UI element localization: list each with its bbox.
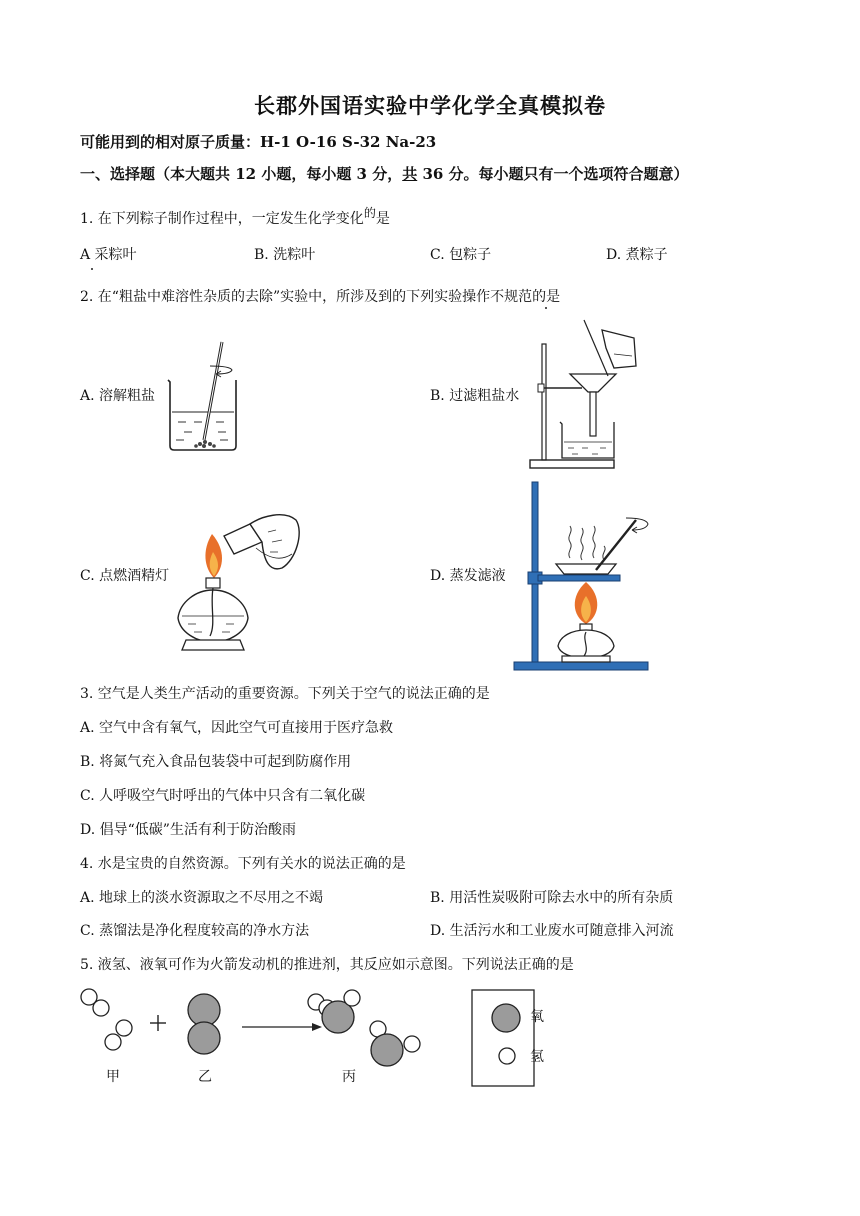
section-heading — [80, 165, 689, 183]
q1-option-b: B. 洗粽叶 — [254, 247, 316, 263]
water-molecules — [308, 990, 420, 1066]
reactant-label-jia: 甲 — [106, 1069, 120, 1085]
oxygen-molecule — [188, 994, 220, 1054]
q2-option-b: B. 过滤粗盐水 — [430, 388, 520, 404]
dissolving-beaker-figure — [160, 336, 250, 456]
evaporation-figure — [512, 478, 652, 672]
q1-option-c: C. 包粽子 — [430, 247, 492, 263]
q4-stem: 4. 水是宝贵的自然资源。下列有关水的说法正确的是 — [80, 856, 406, 872]
q1-stem-text: 1. 在下列粽子制作过程中，一定发生化学变化 — [80, 211, 364, 227]
reaction-arrow — [242, 1023, 322, 1031]
q3-stem: 3. 空气是人类生产活动的重要资源。下列关于空气的说法正确的是 — [80, 686, 490, 702]
q2-option-c: C. 点燃酒精灯 — [80, 568, 170, 584]
q2-option-a: A. 溶解粗盐 — [80, 388, 156, 404]
alcohol-lamp-figure — [172, 506, 310, 670]
q1-stem-end: 是 — [375, 211, 390, 227]
q4-option-c: C. 蒸馏法是净化程度较高的净水方法 — [80, 923, 310, 939]
section-heading-part-3: 36 分。每小题只有一个选项符合题意） — [417, 165, 689, 183]
q1-option-a: A 采粽叶 — [80, 247, 137, 263]
section-heading-part-1: 一、选择题（本大题共 12 小题，每小题 3 分， — [80, 165, 403, 183]
section-heading-underlined: 共 — [402, 165, 418, 183]
q4-option-a: A. 地球上的淡水资源取之不尽用之不竭 — [80, 890, 324, 906]
hydrogen-molecules — [81, 989, 132, 1050]
hydrogen-atom-legend-icon — [499, 1048, 515, 1064]
q1-stem-sup: 的 — [363, 206, 376, 220]
emphasis-dot — [545, 307, 547, 309]
atomic-masses: 可能用到的相对原子质量：H-1 O-16 S-32 Na-23 — [80, 133, 437, 151]
q1-stem — [80, 206, 390, 228]
q2-option-d: D. 蒸发滤液 — [430, 568, 506, 584]
legend-label-oxygen: 氧 — [530, 1009, 544, 1025]
q3-option-c: C. 人呼吸空气时呼出的气体中只含有二氧化碳 — [80, 788, 366, 804]
reaction-diagram — [76, 986, 546, 1090]
q5-stem: 5. 液氢、液氧可作为火箭发动机的推进剂，其反应如示意图。下列说法正确的是 — [80, 957, 574, 973]
q3-option-b: B. 将氮气充入食品包装袋中可起到防腐作用 — [80, 754, 352, 770]
q2-stem: 2. 在“粗盐中难溶性杂质的去除”实验中，所涉及到的下列实验操作不规范的是 — [80, 289, 561, 305]
q3-option-a: A. 空气中含有氧气，因此空气可直接用于医疗急救 — [80, 720, 394, 736]
q1-option-d: D. 煮粽子 — [606, 247, 668, 263]
page-title: 长郡外国语实验中学化学全真模拟卷 — [254, 93, 606, 118]
q4-option-d: D. 生活污水和工业废水可随意排入河流 — [430, 923, 674, 939]
filtration-figure — [526, 318, 646, 474]
oxygen-atom-legend-icon — [492, 1004, 520, 1032]
emphasis-dot — [91, 268, 93, 270]
q3-option-d: D. 倡导“低碳”生活有利于防治酸雨 — [80, 822, 296, 838]
product-label-bing: 丙 — [342, 1069, 356, 1085]
plus-sign — [150, 1015, 166, 1031]
reactant-label-yi: 乙 — [198, 1069, 212, 1085]
legend-label-hydrogen: 氢 — [530, 1049, 544, 1065]
q4-option-b: B. 用活性炭吸附可除去水中的所有杂质 — [430, 890, 674, 906]
